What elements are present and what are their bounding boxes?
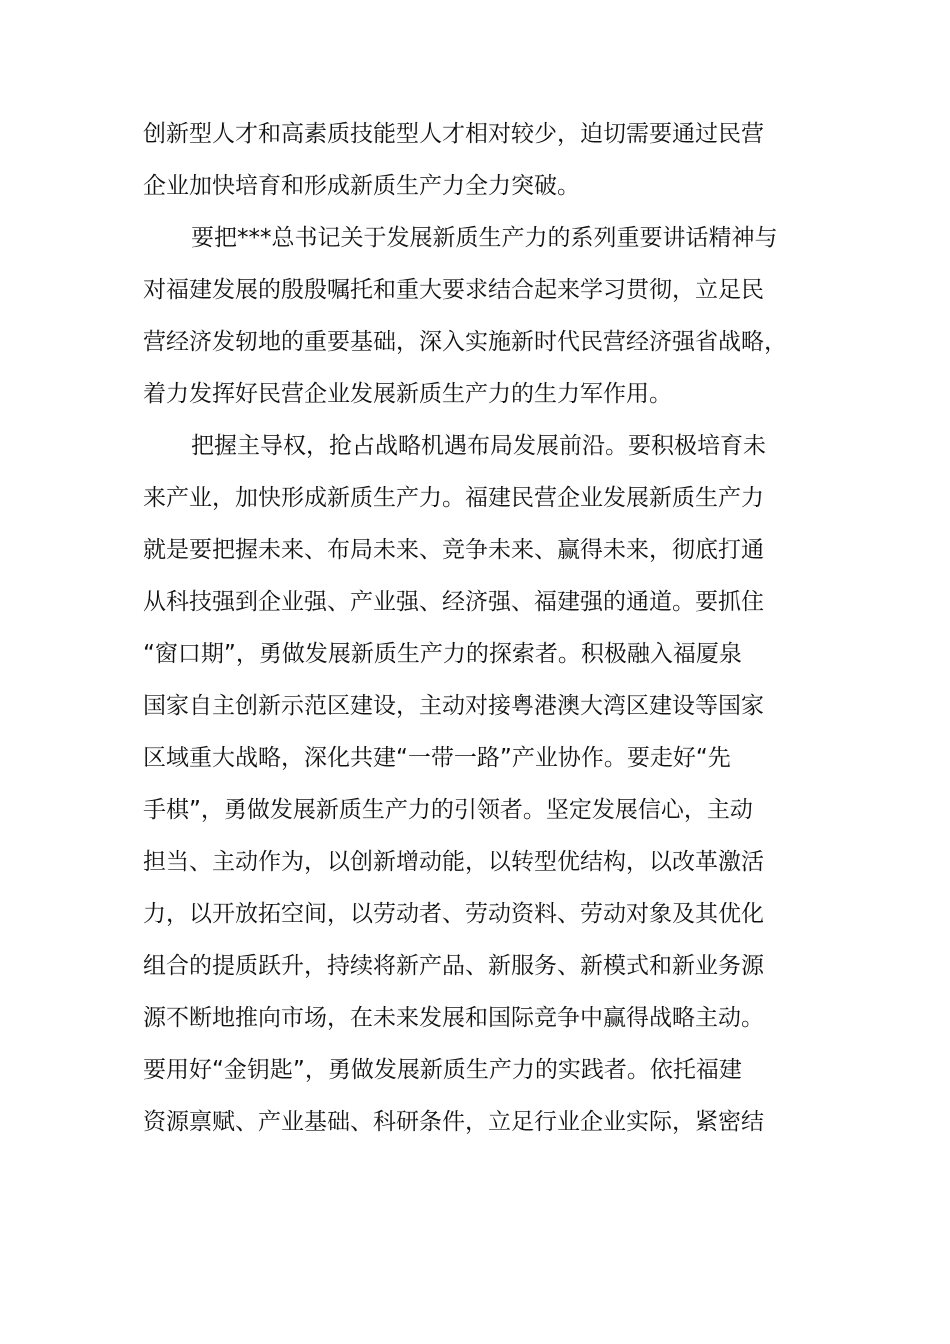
text-line: 区域重大战略，深化共建“一带一路”产业协作。要走好“先 xyxy=(143,745,731,771)
text-line: 担当、主动作为，以创新增动能，以转型优结构，以改革激活 xyxy=(143,849,764,875)
text-line: 就是要把握未来、布局未来、竞争未来、赢得未来，彻底打通 xyxy=(143,537,764,563)
paragraph-first-line: 把握主导权，抢占战略机遇布局发展前沿。要积极培育未 xyxy=(191,433,766,459)
text-line: 创新型人才和高素质技能型人才相对较少，迫切需要通过民营 xyxy=(143,121,764,147)
text-line: 国家自主创新示范区建设，主动对接粤港澳大湾区建设等国家 xyxy=(143,693,764,719)
text-line: “窗口期”，勇做发展新质生产力的探索者。积极融入福厦泉 xyxy=(143,641,742,667)
text-line: 来产业，加快形成新质生产力。福建民营企业发展新质生产力 xyxy=(143,485,764,511)
paragraph-first-line: 要把***总书记关于发展新质生产力的系列重要讲话精神与 xyxy=(191,225,778,251)
text-line: 企业加快培育和形成新质生产力全力突破。 xyxy=(143,173,580,199)
text-line: 组合的提质跃升，持续将新产品、新服务、新模式和新业务源 xyxy=(143,953,764,979)
text-line: 着力发挥好民营企业发展新质生产力的生力军作用。 xyxy=(143,381,672,407)
text-line: 对福建发展的殷殷嘱托和重大要求结合起来学习贯彻，立足民 xyxy=(143,277,764,303)
text-line: 源不断地推向市场，在未来发展和国际竞争中赢得战略主动。 xyxy=(143,1005,764,1031)
text-line: 从科技强到企业强、产业强、经济强、福建强的通道。要抓住 xyxy=(143,589,764,615)
text-line: 营经济发轫地的重要基础，深入实施新时代民营经济强省战略， xyxy=(143,329,787,355)
body-text xyxy=(143,108,803,1148)
text-line: 手棋”，勇做发展新质生产力的引领者。坚定发展信心，主动 xyxy=(143,797,753,823)
text-line: 资源禀赋、产业基础、科研条件，立足行业企业实际，紧密结 xyxy=(143,1109,764,1135)
text-line: 要用好“金钥匙”，勇做发展新质生产力的实践者。依托福建 xyxy=(143,1057,742,1083)
text-line: 力，以开放拓空间，以劳动者、劳动资料、劳动对象及其优化 xyxy=(143,901,764,927)
